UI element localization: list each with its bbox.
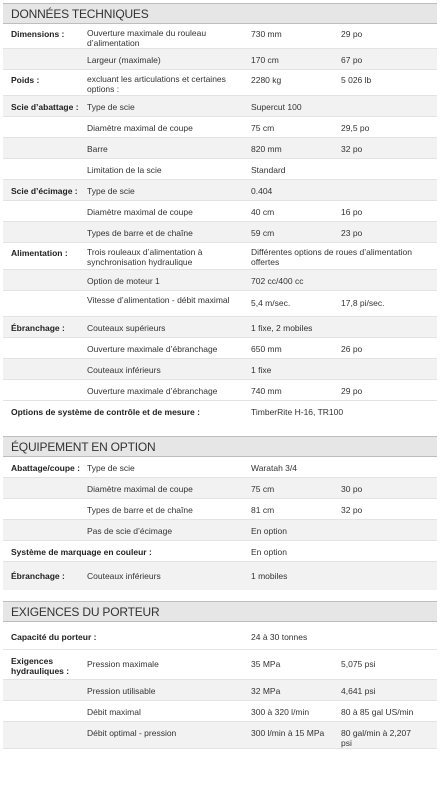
row-label: Options de système de contrôle et de mesure : [11, 407, 200, 417]
row-label: Abattage/coupe : [11, 463, 80, 473]
row-value-metric: En option [251, 526, 287, 536]
table-row [3, 457, 437, 478]
row-value-imperial: 16 po [341, 207, 363, 217]
row-label: Ébranchage : [11, 323, 65, 333]
table-row [3, 70, 437, 96]
row-value-metric: 2280 kg [251, 75, 282, 85]
row-value-metric: 702 cc/400 cc [251, 276, 304, 286]
row-description: Types de barre et de chaîne [87, 228, 193, 238]
row-description: Diamètre maximal de coupe [87, 207, 193, 217]
row-value-imperial: 67 po [341, 55, 363, 65]
row-description: Pas de scie d’écimage [87, 526, 173, 536]
table-row [3, 291, 437, 317]
row-value-metric: Waratah 3/4 [251, 463, 297, 473]
row-value-metric: 820 mm [251, 144, 282, 154]
section-title-equipement-en-option: ÉQUIPEMENT EN OPTION [3, 436, 437, 457]
table-row [3, 180, 437, 201]
row-description: Ouverture maximale du rouleau d’alimentation [87, 28, 207, 48]
row-value-metric: Standard [251, 165, 286, 175]
row-description: Option de moteur 1 [87, 276, 160, 286]
table-row [3, 201, 437, 222]
row-description: Débit optimal - pression [87, 728, 177, 738]
table-row [3, 650, 437, 680]
row-value-metric: 35 MPa [251, 659, 281, 669]
row-description: Ouverture maximale d’ébranchage [87, 344, 218, 354]
table-row [3, 270, 437, 291]
table-row [3, 380, 437, 401]
row-description: Largeur (maximale) [87, 55, 161, 65]
row-label: Exigences hydrauliques : [11, 656, 70, 676]
row-description: Pression maximale [87, 659, 159, 669]
row-value-metric: 24 à 30 tonnes [251, 632, 308, 642]
table-row [3, 159, 437, 180]
row-description: Ouverture maximale d’ébranchage [87, 386, 218, 396]
table-row [3, 317, 437, 338]
table-row [3, 622, 437, 650]
row-description: Couteaux inférieurs [87, 365, 161, 375]
row-value-metric: 730 mm [251, 29, 282, 39]
row-description: Limitation de la scie [87, 165, 162, 175]
row-description: Types de barre et de chaîne [87, 505, 193, 515]
table-row [3, 499, 437, 520]
row-value-metric: 1 fixe [251, 365, 272, 375]
row-value-metric: 1 mobiles [251, 571, 288, 581]
row-label: Poids : [11, 75, 40, 85]
row-value-imperial: 30 po [341, 484, 363, 494]
row-label: Système de marquage en couleur : [11, 547, 152, 557]
row-value-metric: TimberRite H-16, TR100 [251, 407, 344, 417]
row-value-imperial: 29,5 po [341, 123, 370, 133]
row-value-imperial: 5 026 lb [341, 75, 372, 85]
table-row [3, 243, 437, 270]
row-value-metric: 75 cm [251, 484, 275, 494]
row-description: excluant les articulations et certaines options : [87, 74, 226, 94]
table-row [3, 478, 437, 499]
row-description: Couteaux inférieurs [87, 571, 161, 581]
table-row [3, 138, 437, 159]
row-label: Scie d’abattage : [11, 102, 79, 112]
row-value-metric: 300 à 320 l/min [251, 707, 310, 717]
row-value-metric: 650 mm [251, 344, 282, 354]
row-label: Capacité du porteur : [11, 632, 97, 642]
table-row [3, 520, 437, 541]
row-value-imperial: 5,075 psi [341, 659, 376, 669]
row-value-imperial: 26 po [341, 344, 363, 354]
row-label: Alimentation : [11, 248, 68, 258]
row-value-imperial: 80 gal/min à 2,207 psi [341, 728, 411, 748]
row-value-metric: Supercut 100 [251, 102, 302, 112]
row-value-metric: 300 l/min à 15 MPa [251, 728, 325, 738]
row-value-imperial: 4,641 psi [341, 686, 376, 696]
table-row [3, 222, 437, 243]
row-label: Dimensions : [11, 29, 65, 39]
table-row [3, 359, 437, 380]
row-value-metric: 1 fixe, 2 mobiles [251, 323, 313, 333]
row-value-metric: 59 cm [251, 228, 275, 238]
table-row [3, 24, 437, 49]
row-value-metric: 740 mm [251, 386, 282, 396]
table-row [3, 49, 437, 70]
row-description: Pression utilisable [87, 686, 156, 696]
table-row [3, 722, 437, 749]
row-value-metric: 170 cm [251, 55, 279, 65]
row-label: Ébranchage : [11, 571, 65, 581]
table-row [3, 96, 437, 117]
section-title-donnees-techniques: DONNÉES TECHNIQUES [3, 3, 437, 24]
row-value-metric: 81 cm [251, 505, 275, 515]
row-description: Barre [87, 144, 108, 154]
row-description: Débit maximal [87, 707, 141, 717]
table-row [3, 541, 437, 562]
row-description: Type de scie [87, 102, 135, 112]
row-value-imperial: 23 po [341, 228, 363, 238]
row-value-imperial: 17,8 pi/sec. [341, 298, 385, 308]
row-value-imperial: 29 po [341, 29, 363, 39]
row-value-metric: 75 cm [251, 123, 275, 133]
table-row [3, 562, 437, 590]
table-row [3, 338, 437, 359]
row-description: Type de scie [87, 186, 135, 196]
section-title-exigences-du-porteur: EXIGENCES DU PORTEUR [3, 601, 437, 622]
row-value-imperial: 32 po [341, 505, 363, 515]
row-value-metric: 5,4 m/sec. [251, 298, 291, 308]
table-row [3, 701, 437, 722]
row-description: Type de scie [87, 463, 135, 473]
row-description: Trois rouleaux d’alimentation à synchronisation hydraulique [87, 247, 203, 267]
row-description: Vitesse d’alimentation - débit maximal [87, 295, 230, 305]
row-value-metric: 40 cm [251, 207, 275, 217]
table-row [3, 680, 437, 701]
table-row [3, 401, 437, 422]
row-label: Scie d’écimage : [11, 186, 78, 196]
row-description: Diamètre maximal de coupe [87, 484, 193, 494]
row-description: Couteaux supérieurs [87, 323, 166, 333]
row-description: Diamètre maximal de coupe [87, 123, 193, 133]
row-value-metric: 0.404 [251, 186, 273, 196]
row-value-imperial: 29 po [341, 386, 363, 396]
row-value-metric: 32 MPa [251, 686, 281, 696]
row-value-metric: Différentes options de roues d’alimentation offertes [251, 247, 412, 267]
table-row [3, 117, 437, 138]
row-value-imperial: 80 à 85 gal US/min [341, 707, 414, 717]
row-value-imperial: 32 po [341, 144, 363, 154]
row-value-metric: En option [251, 547, 287, 557]
